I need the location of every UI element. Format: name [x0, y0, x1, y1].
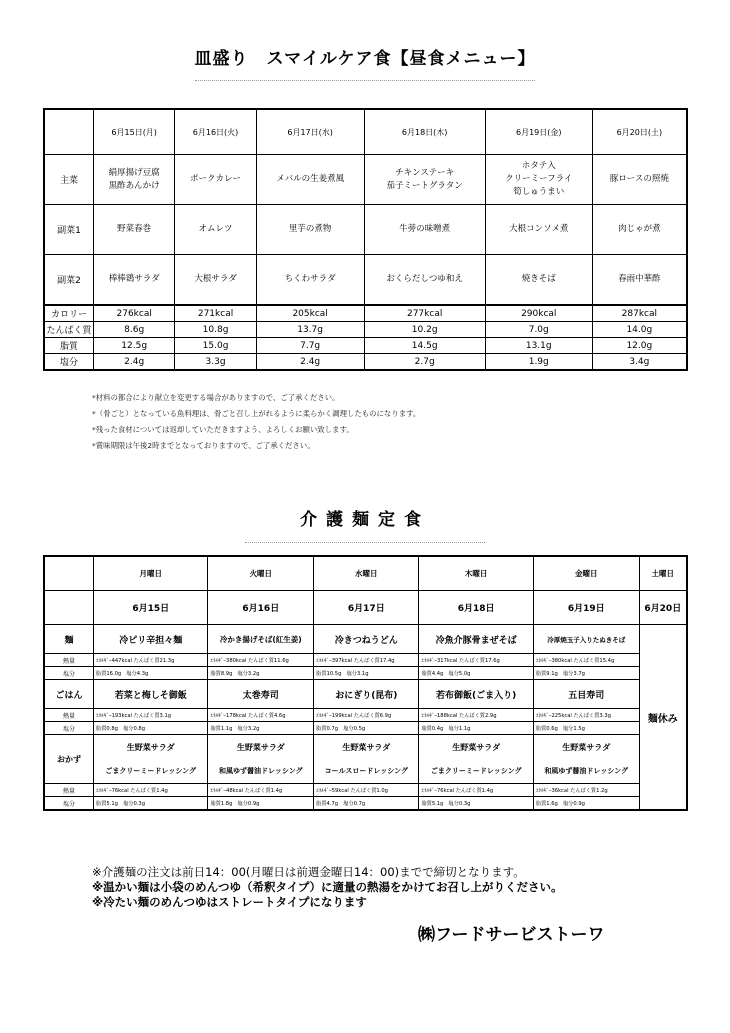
row-label: 塩分	[44, 667, 94, 680]
fat-row	[44, 338, 687, 354]
salt-cell: 脂質0.7g 塩分0.5g	[314, 722, 419, 735]
row-label: 塩分	[44, 722, 94, 735]
dish-cell	[175, 155, 256, 205]
dressing-name: ごまクリーミードレッシング	[94, 759, 208, 784]
dish-line: クリーミーフライ	[505, 174, 573, 184]
weekday-header: 土曜日	[639, 556, 687, 591]
noodle-energy-row	[44, 654, 687, 667]
protein-row	[44, 322, 687, 338]
dish-cell: 棒棒鶏サラダ	[94, 255, 175, 306]
value-cell: 13.7g	[256, 322, 364, 338]
salt-cell: 脂質0.6g 塩分1.5g	[533, 722, 639, 735]
date-header: 6月18日	[419, 591, 533, 625]
dish-cell	[256, 155, 364, 205]
energy-cell: ｴﾈﾙｷﾞｰ76kcal たんぱく質1.4g	[94, 784, 208, 797]
footer-notes	[92, 865, 563, 910]
energy-cell: ｴﾈﾙｷﾞｰ76kcal たんぱく質1.4g	[419, 784, 533, 797]
salt-cell: 脂質10.5g 塩分3.1g	[314, 667, 419, 680]
row-label: 副菜2	[44, 255, 94, 306]
noodle-dish: 冷厚焼玉子入りたぬきそば	[533, 625, 639, 654]
row-label: 脂質	[44, 338, 94, 354]
dish-cell: 大根サラダ	[175, 255, 256, 306]
energy-cell: ｴﾈﾙｷﾞｰ380kcal たんぱく質15.4g	[533, 654, 639, 667]
energy-cell: ｴﾈﾙｷﾞｰ225kcal たんぱく質3.3g	[533, 709, 639, 722]
noodle-dish: 冷ピリ辛担々麺	[94, 625, 208, 654]
row-label: 副菜1	[44, 205, 94, 255]
side-dish: 生野菜サラダ	[94, 735, 208, 760]
value-cell: 287kcal	[592, 305, 687, 322]
dish-line: 豚ロースの照焼	[609, 174, 669, 184]
weekday-row	[44, 556, 687, 591]
salt-cell: 脂質16.0g 塩分4.3g	[94, 667, 208, 680]
weekday-header: 木曜日	[419, 556, 533, 591]
energy-cell: ｴﾈﾙｷﾞｰ48kcal たんぱく質1.4g	[208, 784, 314, 797]
dish-line: ホタテ入	[521, 161, 556, 171]
dish-cell	[94, 155, 175, 205]
salt-cell: 脂質0.8g 塩分0.8g	[94, 722, 208, 735]
side-energy-row	[44, 784, 687, 797]
rice-dish: おにぎり(昆布)	[314, 680, 419, 709]
value-cell: 3.4g	[592, 354, 687, 371]
value-cell: 15.0g	[175, 338, 256, 354]
lunch-menu-title: 皿盛り スマイルケア食【昼食メニュー】	[194, 49, 536, 69]
value-cell: 1.9g	[485, 354, 592, 371]
salt-cell: 脂質1.1g 塩分3.2g	[208, 722, 314, 735]
value-cell: 12.0g	[592, 338, 687, 354]
value-cell: 2.7g	[364, 354, 485, 371]
weekday-header: 月曜日	[94, 556, 208, 591]
dish-cell: 牛蒡の味噌煮	[364, 205, 485, 255]
side-dish: 生野菜サラダ	[533, 735, 639, 760]
calorie-row	[44, 305, 687, 322]
lunch-menu-table	[43, 108, 688, 371]
dish-line: チキンステーキ	[395, 167, 455, 178]
dressing-name: 和風ゆず醤油ドレッシング	[208, 759, 314, 784]
rice-salt-row	[44, 722, 687, 735]
music-note-decoration	[195, 70, 535, 81]
energy-cell: ｴﾈﾙｷﾞｰ397kcal たんぱく質17.4g	[314, 654, 419, 667]
value-cell: 2.4g	[256, 354, 364, 371]
row-label: おかず	[44, 735, 94, 784]
value-cell: 14.5g	[364, 338, 485, 354]
dish-cell: おくらだしつゆ和え	[364, 255, 485, 306]
dish-cell: 肉じゃが煮	[592, 205, 687, 255]
dish-cell: 野菜春巻	[94, 205, 175, 255]
day-header: 6月19日(金)	[485, 109, 592, 155]
note-line: *（骨ごと）となっている魚料理は、骨ごと召し上がれるように柔らかく調理したものになります。	[92, 409, 421, 418]
value-cell: 290kcal	[485, 305, 592, 322]
dish-line: メバルの生姜煮風	[276, 174, 345, 184]
noodle-dish: 冷かき揚げそば(紅生姜)	[208, 625, 314, 654]
value-cell: 14.0g	[592, 322, 687, 338]
day-header: 6月16日(火)	[175, 109, 256, 155]
dish-line: 黒酢あんかけ	[108, 180, 160, 191]
row-label: 主菜	[44, 155, 94, 205]
noodle-menu-title: 介護麺定食	[300, 510, 430, 530]
footer-line: ※介護麺の注文は前日14：00(月曜日は前週金曜日14：00)までで締切となります。	[92, 865, 525, 879]
energy-cell: ｴﾈﾙｷﾞｰ380kcal たんぱく質11.6g	[208, 654, 314, 667]
row-label: ごはん	[44, 680, 94, 709]
corner-cell	[44, 591, 94, 625]
energy-cell: ｴﾈﾙｷﾞｰ199kcal たんぱく質6.9g	[314, 709, 419, 722]
note-line: *残った食材については返却していただきますよう、よろしくお願い致します。	[92, 425, 354, 434]
row-label: 熱量	[44, 784, 94, 797]
row-label: 麺	[44, 625, 94, 654]
dish-line: 筍しゅうまい	[513, 187, 565, 197]
salt-cell: 脂質1.6g 塩分0.9g	[533, 797, 639, 811]
dish-cell: 里芋の煮物	[256, 205, 364, 255]
rice-dish: 太巻寿司	[208, 680, 314, 709]
dish-cell	[364, 155, 485, 205]
energy-cell: ｴﾈﾙｷﾞｰ178kcal たんぱく質4.6g	[208, 709, 314, 722]
dish-line: 茄子ミートグラタン	[386, 180, 463, 191]
salt-cell: 脂質0.4g 塩分1.1g	[419, 722, 533, 735]
day-header: 6月17日(水)	[256, 109, 364, 155]
energy-cell: ｴﾈﾙｷﾞｰ317kcal たんぱく質17.6g	[419, 654, 533, 667]
music-note-decoration	[245, 532, 485, 543]
rice-dish: 五目寿司	[533, 680, 639, 709]
side-row	[44, 735, 687, 760]
row-label: 塩分	[44, 354, 94, 371]
dish-cell: 大根コンソメ煮	[485, 205, 592, 255]
energy-cell: ｴﾈﾙｷﾞｰ59kcal たんぱく質1.0g	[314, 784, 419, 797]
noodle-row	[44, 625, 687, 654]
dish-cell: ちくわサラダ	[256, 255, 364, 306]
noodle-dish: 冷きつねうどん	[314, 625, 419, 654]
energy-cell: ｴﾈﾙｷﾞｰ188kcal たんぱく質2.9g	[419, 709, 533, 722]
value-cell: 10.8g	[175, 322, 256, 338]
menu-notes	[92, 390, 420, 454]
value-cell: 277kcal	[364, 305, 485, 322]
side-dish: 生野菜サラダ	[419, 735, 533, 760]
dish-line: 絹厚揚げ豆腐	[108, 167, 160, 178]
side1-row	[44, 205, 687, 255]
noodle-dish: 冷魚介豚骨まぜそば	[419, 625, 533, 654]
row-label: たんぱく質	[44, 322, 94, 338]
salt-cell: 脂質1.8g 塩分0.9g	[208, 797, 314, 811]
dish-cell	[592, 155, 687, 205]
side-dish: 生野菜サラダ	[208, 735, 314, 760]
salt-cell: 脂質5.1g 塩分0.3g	[94, 797, 208, 811]
dish-cell: 春雨中華酢	[592, 255, 687, 306]
value-cell: 13.1g	[485, 338, 592, 354]
dressing-name: ごまクリーミードレッシング	[419, 759, 533, 784]
corner-cell	[44, 556, 94, 591]
date-header: 6月16日	[208, 591, 314, 625]
salt-cell: 脂質4.7g 塩分0.7g	[314, 797, 419, 811]
weekday-header: 水曜日	[314, 556, 419, 591]
day-header: 6月18日(木)	[364, 109, 485, 155]
energy-cell: ｴﾈﾙｷﾞｰ447kcal たんぱく質21.3g	[94, 654, 208, 667]
dish-cell	[485, 155, 592, 205]
value-cell: 271kcal	[175, 305, 256, 322]
row-label: 熱量	[44, 709, 94, 722]
row-label: 塩分	[44, 797, 94, 811]
value-cell: 12.5g	[94, 338, 175, 354]
note-line: *材料の都合により献立を変更する場合がありますので、ご了承ください。	[92, 393, 340, 402]
date-header: 6月17日	[314, 591, 419, 625]
side2-row	[44, 255, 687, 306]
value-cell: 276kcal	[94, 305, 175, 322]
table-header-row	[44, 109, 687, 155]
value-cell: 10.2g	[364, 322, 485, 338]
value-cell: 3.3g	[175, 354, 256, 371]
salt-cell: 脂質4.4g 塩分5.0g	[419, 667, 533, 680]
side-dish: 生野菜サラダ	[314, 735, 419, 760]
value-cell: 7.7g	[256, 338, 364, 354]
company-name: ㈱フードサービストーワ	[418, 925, 605, 945]
footer-line: ※冷たい麺のめんつゆはストレートタイプになります	[92, 895, 367, 909]
date-header: 6月20日	[639, 591, 687, 625]
rice-dish: 若布御飯(ごま入り)	[419, 680, 533, 709]
salt-cell: 脂質9.1g 塩分3.7g	[533, 667, 639, 680]
value-cell: 2.4g	[94, 354, 175, 371]
value-cell: 8.6g	[94, 322, 175, 338]
date-header: 6月19日	[533, 591, 639, 625]
rice-row	[44, 680, 687, 709]
note-line: *賞味期限は午後2時までとなっておりますので、ご了承ください。	[92, 441, 315, 450]
noodle-menu-table	[43, 555, 688, 811]
energy-cell: ｴﾈﾙｷﾞｰ36kcal たんぱく質1.2g	[533, 784, 639, 797]
energy-cell: ｴﾈﾙｷﾞｰ193kcal たんぱく質3.1g	[94, 709, 208, 722]
row-label: カロリー	[44, 305, 94, 322]
dressing-name: コールスロードレッシング	[314, 759, 419, 784]
dish-line: ポークカレー	[190, 174, 242, 184]
rice-dish: 若菜と梅しそ御飯	[94, 680, 208, 709]
day-header: 6月15日(月)	[94, 109, 175, 155]
dressing-name: 和風ゆず醤油ドレッシング	[533, 759, 639, 784]
date-row	[44, 591, 687, 625]
saturday-closed: 麺休み	[639, 625, 687, 811]
dish-cell: オムレツ	[175, 205, 256, 255]
weekday-header: 火曜日	[208, 556, 314, 591]
rice-energy-row	[44, 709, 687, 722]
footer-line: ※温かい麺は小袋のめんつゆ（希釈タイプ）に適量の熱湯をかけてお召し上がりください。	[92, 880, 563, 894]
salt-cell: 脂質5.1g 塩分0.3g	[419, 797, 533, 811]
value-cell: 205kcal	[256, 305, 364, 322]
value-cell: 7.0g	[485, 322, 592, 338]
corner-cell	[44, 109, 94, 155]
side-salt-row	[44, 797, 687, 811]
day-header: 6月20日(土)	[592, 109, 687, 155]
weekday-header: 金曜日	[533, 556, 639, 591]
main-dish-row	[44, 155, 687, 205]
row-label: 熱量	[44, 654, 94, 667]
noodle-salt-row	[44, 667, 687, 680]
dish-cell: 焼きそば	[485, 255, 592, 306]
date-header: 6月15日	[94, 591, 208, 625]
salt-cell: 脂質8.9g 塩分3.2g	[208, 667, 314, 680]
dressing-row	[44, 759, 687, 784]
salt-row	[44, 354, 687, 371]
